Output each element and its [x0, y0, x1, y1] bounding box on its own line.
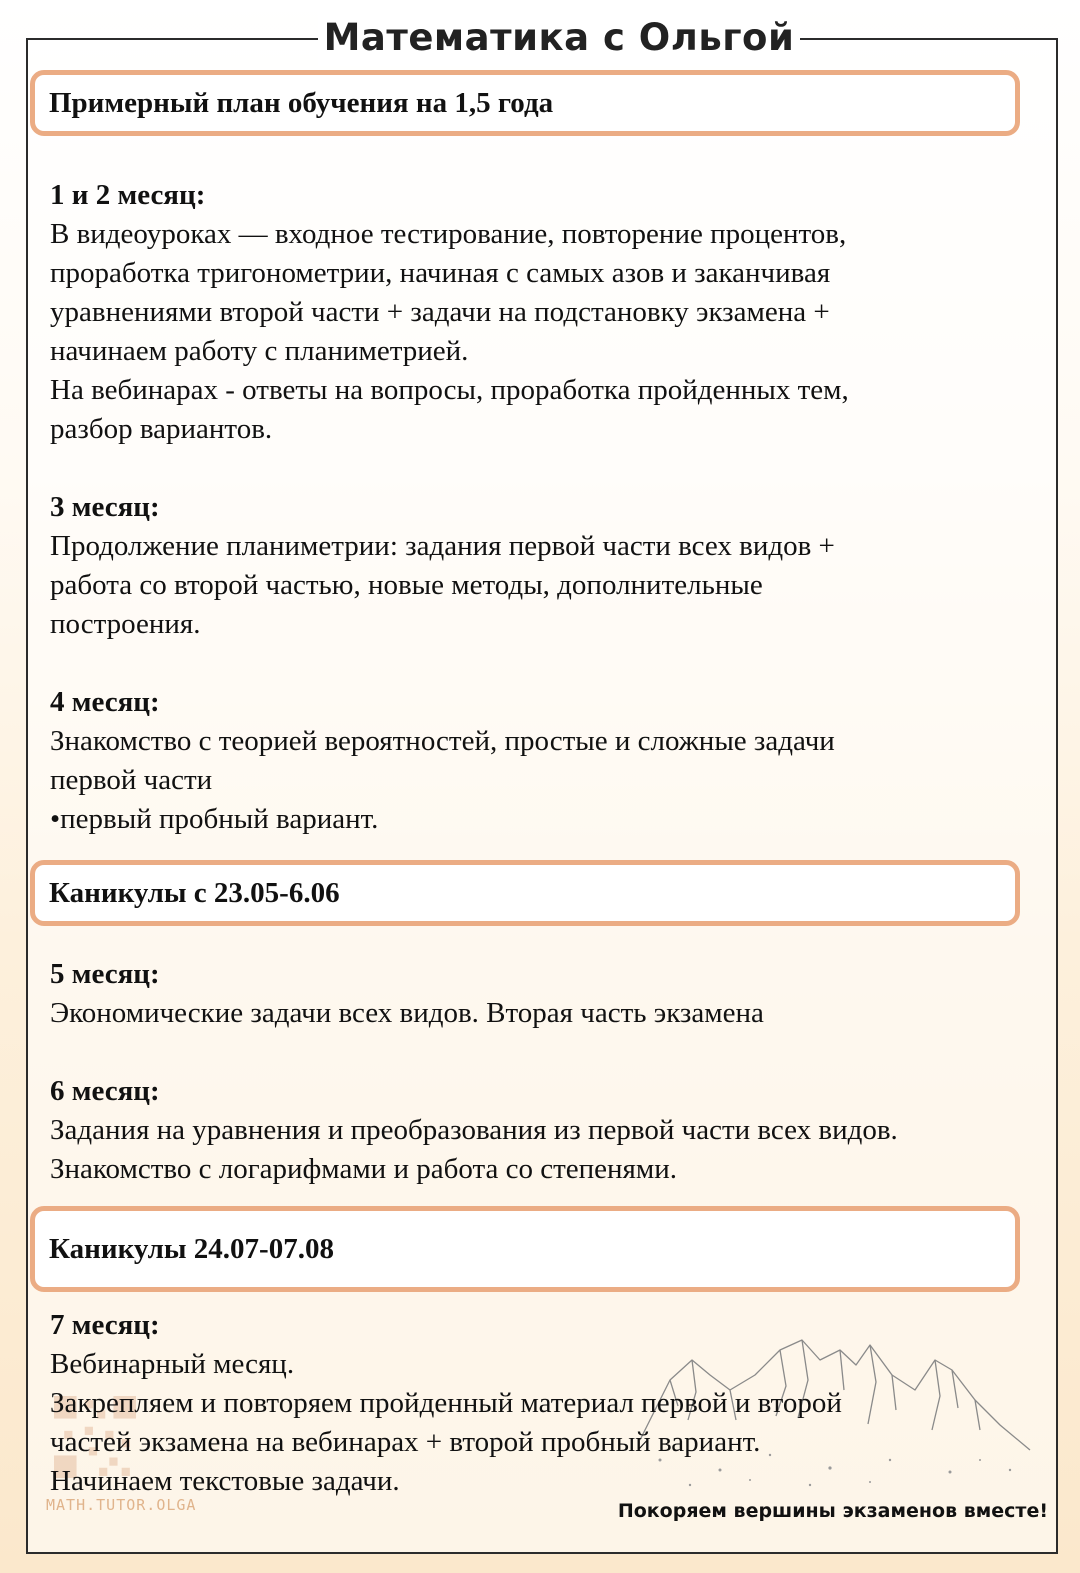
section-month-7	[50, 1306, 1040, 1501]
section-heading: 3 месяц:	[50, 491, 160, 523]
plan-header-box	[30, 70, 1020, 136]
section-heading: 1 и 2 месяц:	[50, 179, 206, 211]
section-line: работа со второй частью, новые методы, дополнительные	[50, 569, 763, 601]
section-line: Знакомство с теорией вероятностей, простые и сложные задачи	[50, 725, 835, 757]
section-line: Знакомство с логарифмами и работа со степенями.	[50, 1153, 678, 1185]
holiday-text: Каникулы с 23.05-6.06	[49, 876, 340, 909]
section-line: разбор вариантов.	[50, 413, 273, 445]
section-line: В видеоуроках — входное тестирование, повторение процентов,	[50, 218, 847, 250]
section-line: На вебинарах - ответы на вопросы, проработка пройденных тем,	[50, 374, 849, 406]
holiday-text: Каникулы 24.07-07.08	[49, 1232, 334, 1265]
holiday-box-1	[30, 860, 1020, 926]
section-line: Закрепляем и повторяем пройденный материал первой и второй	[50, 1387, 842, 1419]
section-month-5	[50, 955, 1040, 1033]
section-line: Вебинарный месяц.	[50, 1348, 295, 1380]
section-line: Начинаем текстовые задачи.	[50, 1465, 400, 1497]
plan-header-text: Примерный план обучения на 1,5 года	[49, 86, 554, 119]
section-month-3	[50, 488, 1040, 644]
section-line: •первый пробный вариант.	[50, 803, 379, 835]
watermark-text: MATH.TUTOR.OLGA	[46, 1496, 197, 1514]
section-heading: 4 месяц:	[50, 686, 160, 718]
section-line: Задания на уравнения и преобразования из первой части всех видов.	[50, 1114, 898, 1146]
section-month-4	[50, 683, 1040, 839]
section-line: Продолжение планиметрии: задания первой части всех видов +	[50, 530, 835, 562]
section-line: уравнениями второй части + задачи на подстановку экзамена +	[50, 296, 830, 328]
section-line: проработка тригонометрии, начиная с самых азов и заканчивая	[50, 257, 831, 289]
section-heading: 6 месяц:	[50, 1075, 160, 1107]
holiday-box-2	[30, 1206, 1020, 1292]
section-month-1-2	[50, 176, 1040, 449]
section-line: Экономические задачи всех видов. Вторая часть экзамена	[50, 997, 764, 1029]
section-line: построения.	[50, 608, 201, 640]
footer-slogan: Покоряем вершины экзаменов вместе!	[617, 1500, 1048, 1522]
section-month-6	[50, 1072, 1040, 1189]
page-title: Математика с Ольгой	[318, 10, 800, 66]
section-line: начинаем работу с планиметрией.	[50, 335, 469, 367]
section-heading: 5 месяц:	[50, 958, 160, 990]
section-heading: 7 месяц:	[50, 1309, 160, 1341]
section-line: первой части	[50, 764, 213, 796]
section-line: частей экзамена на вебинарах + второй пробный вариант.	[50, 1426, 761, 1458]
